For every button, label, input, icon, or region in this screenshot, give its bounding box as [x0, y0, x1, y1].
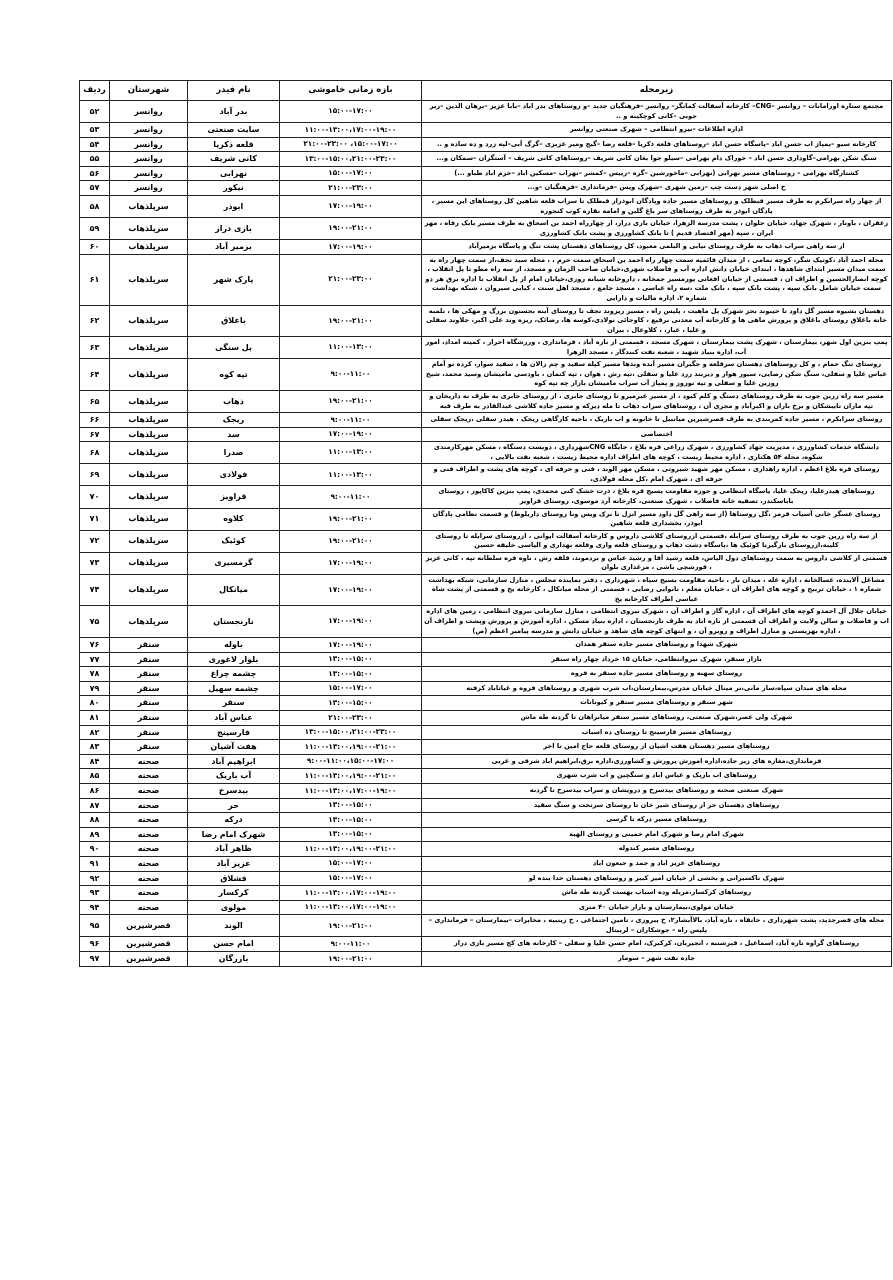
cell-row-number: ۵۸	[80, 196, 110, 218]
table-row	[80, 137, 892, 152]
cell-feeder-name: مولوی	[188, 900, 280, 915]
cell-outage-time-range: ۱۵:۰۰-۱۷:۰۰	[280, 101, 422, 123]
cell-feeder-name: فشلاق	[188, 871, 280, 886]
cell-row-number: ۹۴	[80, 900, 110, 915]
cell-county: سرپلذهاب	[110, 305, 188, 337]
cell-county: سنقر	[110, 652, 188, 667]
table-row	[80, 652, 892, 667]
cell-sub-district: روستای قره بلاغ اعظم ، اداره راهداری ، مسکن مهر شهید شیروتی ، مسکن مهر الوند ، فنی و حرفه ای ، کوچه های پشت و اطراف فنی و حرفه ای ، شهرک امام ،کل محله فولادی،	[422, 464, 892, 486]
header-county: شهرستان	[110, 81, 188, 101]
outage-table-container	[80, 80, 892, 967]
cell-feeder-name: عباس آباد	[188, 711, 280, 726]
table-row	[80, 486, 892, 508]
cell-outage-time-range: ۱۹:۰۰-۲۱:۰۰	[280, 390, 422, 412]
cell-outage-time-range: ۲۱:۰۰-۲۳:۰۰	[280, 711, 422, 726]
cell-row-number: ۹۶	[80, 937, 110, 952]
cell-feeder-name: بزمیر آباد	[188, 240, 280, 255]
cell-feeder-name: فولادی	[188, 464, 280, 486]
cell-county: قصرشیرین	[110, 915, 188, 937]
cell-sub-district: مشاغل آلاینده، غسالخانه ، اداره غله ، میدان بار ، ناحیه مقاومت بسیج سپاه ، شهرداری ، دفتر نماینده مجلس ، منازل سازمانی، شبکه بهداشت شماره ۱ ، خیابان تربیح و کوچه های اطراف آن ، خیابان معلم ، نانوایی رضایی ، قسمتی از محله میانکال ، کارخانه یخ و قسمتی از پشت شاه عباسی اطراف کارخانه یخ	[422, 574, 892, 606]
table-row	[80, 101, 892, 123]
table-row	[80, 769, 892, 784]
cell-sub-district: زعفران ، باونار ، شهرک جهاد، خیابان حلوان ، پشت مدرسه الزهرا، خیابان بازی دراز، از چهارراه احمد بن اسحاق به طرف مسیر بانک رفاه ، مهر ایران ، سپه (مهر اقتصاد قدیم ) تا بانک کشاورزی و پشت بانک کشاورزی	[422, 218, 892, 240]
cell-outage-time-range: ۱۱:۰۰-۱۳:۰۰،۱۹:۰۰-۲۱:۰۰	[280, 740, 422, 755]
cell-county: صحنه	[110, 827, 188, 842]
cell-row-number: ۵۹	[80, 218, 110, 240]
cell-feeder-name: سنقر	[188, 696, 280, 711]
cell-feeder-name: کانی شریف	[188, 152, 280, 167]
cell-county: روانسر	[110, 166, 188, 181]
cell-feeder-name: درکه	[188, 813, 280, 828]
cell-feeder-name: نهرابی	[188, 166, 280, 181]
cell-outage-time-range: ۱۵:۰۰-۱۷:۰۰	[280, 871, 422, 886]
cell-outage-time-range: ۱۳:۰۰-۱۵:۰۰	[280, 798, 422, 813]
cell-row-number: ۶۵	[80, 390, 110, 412]
cell-sub-district: جاده نفت شهر – سومار	[422, 952, 892, 967]
cell-outage-time-range: ۱۷:۰۰-۱۹:۰۰	[280, 606, 422, 638]
cell-row-number: ۶۱	[80, 254, 110, 305]
cell-county: سرپلذهاب	[110, 254, 188, 305]
table-row	[80, 711, 892, 726]
cell-row-number: ۷۸	[80, 667, 110, 682]
cell-sub-district: شهرک ناکسیرانی و بخشی از خیابان امیر کبیر و روستاهای دهستان خدا بنده لو	[422, 871, 892, 886]
cell-row-number: ۸۲	[80, 725, 110, 740]
cell-row-number: ۷۲	[80, 530, 110, 552]
table-row	[80, 574, 892, 606]
cell-outage-time-range: ۱۳:۰۰-۱۵:۰۰	[280, 652, 422, 667]
cell-county: سرپلذهاب	[110, 196, 188, 218]
cell-sub-district: روستاهای مسیر دهستان هفت اشیان از روستای قلعه حاج امین تا اخر	[422, 740, 892, 755]
cell-county: سرپلذهاب	[110, 464, 188, 486]
cell-row-number: ۷۳	[80, 552, 110, 574]
cell-outage-time-range: ۱۱:۰۰-۱۳:۰۰،۱۷:۰۰-۱۹:۰۰	[280, 900, 422, 915]
cell-sub-district: روستاهای دهستان حر از روستای شیر خان تا روستای سرتخت و سنگ سفید	[422, 798, 892, 813]
table-row	[80, 390, 892, 412]
cell-feeder-name: کرکسار	[188, 886, 280, 901]
cell-outage-time-range: ۱۱:۰۰-۱۳:۰۰،۱۹:۰۰-۲۱:۰۰	[280, 769, 422, 784]
cell-feeder-name: ذهاب	[188, 390, 280, 412]
cell-feeder-name: بازی دراز	[188, 218, 280, 240]
cell-feeder-name: نارنجستان	[188, 606, 280, 638]
cell-row-number: ۸۰	[80, 696, 110, 711]
cell-sub-district: بازار سنقر، شهرک نیروانتظامی، خیابان ۱۵ خرداد چهار راه سنقر	[422, 652, 892, 667]
cell-row-number: ۸۴	[80, 754, 110, 769]
table-row	[80, 442, 892, 464]
cell-outage-time-range: ۱۵:۰۰-۱۷:۰۰، ۲۱:۰۰-۲۳:۰۰	[280, 137, 422, 152]
cell-county: روانسر	[110, 152, 188, 167]
cell-feeder-name: قلعه ذکریا	[188, 137, 280, 152]
table-row	[80, 937, 892, 952]
cell-sub-district: شهرک شهدا و روستاهای مسیر جاده سنقر همدان	[422, 638, 892, 653]
cell-county: سرپلذهاب	[110, 359, 188, 391]
table-row	[80, 152, 892, 167]
cell-sub-district: از چهار راه سرابکرم به طرف مسیر قبطلک و روستاهای مسیر جاده وپادگان ابوذراز قبطلک تا سراب قلعه شاهین کل روستاهای این مسیر ، پادگان ابوذر به طرف روستاهای سر باغ گلبن و امامه نقاره کوب کنجوره	[422, 196, 892, 218]
cell-row-number: ۷۵	[80, 606, 110, 638]
cell-county: صحنه	[110, 871, 188, 886]
table-row	[80, 606, 892, 638]
table-body	[80, 101, 892, 967]
table-row	[80, 464, 892, 486]
cell-county: روانسر	[110, 181, 188, 196]
cell-county: صحنه	[110, 798, 188, 813]
cell-sub-district: خ اصلی شهر دست چپ –زمین شهری –شهرک ویس –فرمانداری –فرهنگیان –و...	[422, 181, 892, 196]
table-row	[80, 856, 892, 871]
table-row	[80, 123, 892, 138]
cell-feeder-name: بدر آباد	[188, 101, 280, 123]
cell-row-number: ۷۰	[80, 486, 110, 508]
cell-county: صحنه	[110, 754, 188, 769]
header-row	[80, 81, 892, 101]
cell-sub-district: شهرک ولی عصر،شهرک صنعتی، روستاهای مسیر سنقر میانراهان تا گردنه طه ماش	[422, 711, 892, 726]
cell-outage-time-range: ۱۱:۰۰-۱۳:۰۰،۱۹:۰۰-۲۱:۰۰	[280, 842, 422, 857]
table-row	[80, 784, 892, 799]
cell-feeder-name: پارک شهر	[188, 254, 280, 305]
cell-row-number: ۷۶	[80, 638, 110, 653]
cell-sub-district: روستاهای مسیر فارسینج تا روستای ده اسباب	[422, 725, 892, 740]
cell-sub-district: مسیر سه راه زرین جوب به طرف روستاهای دستگ و کلم کبود ، از مسیر عبرمیرو تا روستای جابری ، از روستای جابری به طرف نه داریخان و تپه ماران تایبشکان و برخ باران و اکبرآباد و مجری آن ، روستاهای سراب ذهاب تا مله دیزکه و مسیر جاده کلاشی عبدالقادر به طرف قبه	[422, 390, 892, 412]
table-row	[80, 754, 892, 769]
cell-feeder-name: کوئیک	[188, 530, 280, 552]
cell-outage-time-range: ۱۷:۰۰-۱۹:۰۰	[280, 196, 422, 218]
cell-row-number: ۸۵	[80, 769, 110, 784]
cell-outage-time-range: ۱۱:۰۰-۱۳:۰۰،۱۷:۰۰-۱۹:۰۰	[280, 886, 422, 901]
cell-outage-time-range: ۱۳:۰۰-۱۵:۰۰،۲۱:۰۰-۲۳:۰۰	[280, 725, 422, 740]
cell-sub-district: روستاهای هیدرعلیا، ریجک علیا، پاسگاه انتظامی و حوزه مقاومت بسیج قره بلاغ ، ذرت خشک کنی محمدی، پمپ بنزین کاکاپور ، روستای باباسکندر، تصفیه خانه فاضلاب ، شهرک صنعتی، کارخانه آرد موسوی، روستای قراویز	[422, 486, 892, 508]
cell-feeder-name: بلوار لاغوری	[188, 652, 280, 667]
cell-row-number: ۵۶	[80, 166, 110, 181]
table-row	[80, 886, 892, 901]
cell-outage-time-range: ۱۵:۰۰-۱۷:۰۰	[280, 856, 422, 871]
cell-county: سرپلذهاب	[110, 530, 188, 552]
cell-outage-time-range: ۱۷:۰۰-۱۹:۰۰	[280, 574, 422, 606]
table-row	[80, 915, 892, 937]
header-outage-time-range: بازه زمانی خاموشی	[280, 81, 422, 101]
table-row	[80, 196, 892, 218]
cell-outage-time-range: ۲۱:۰۰-۲۳:۰۰	[280, 254, 422, 305]
cell-outage-time-range: ۱۱:۰۰-۱۳:۰۰،۱۷:۰۰-۱۹:۰۰	[280, 784, 422, 799]
cell-sub-district: پمپ بنزین اول شهر، بیمارستان ، شهرک پشت بیمارستان ، شهرک مسجد ، قسمتی از نازه آباد ، فرمانداری ، ورزشگاه احرار ، کمیته امداد، امور آب، اداره بنیاد شهید ، شعبه نفت کنندگار ، مسجد الزهرا	[422, 337, 892, 359]
cell-sub-district: روستاهای گراوه تازه آباد، اسماعیل ، قبرشنبه ، انجیربان، کرکبرک، امام حسن علیا و سفلی – کارخانه های کج مسیر بازی دراز	[422, 937, 892, 952]
cell-county: سرپلذهاب	[110, 486, 188, 508]
cell-county: سنقر	[110, 711, 188, 726]
table-row	[80, 827, 892, 842]
cell-row-number: ۶۷	[80, 427, 110, 442]
header-feeder-name: نام فیدر	[188, 81, 280, 101]
cell-feeder-name: ابوذر	[188, 196, 280, 218]
cell-county: سرپلذهاب	[110, 337, 188, 359]
table-header	[80, 81, 892, 101]
cell-sub-district: روستاهای مسیر کندوله	[422, 842, 892, 857]
cell-outage-time-range: ۹:۰۰-۱۱:۰۰	[280, 937, 422, 952]
cell-outage-time-range: ۱۳:۰۰-۱۵:۰۰	[280, 827, 422, 842]
table-row	[80, 696, 892, 711]
cell-feeder-name: شهرک امام رضا	[188, 827, 280, 842]
cell-row-number: ۸۶	[80, 784, 110, 799]
table-row	[80, 900, 892, 915]
cell-outage-time-range: ۱۳:۰۰-۱۵:۰۰،۲۱:۰۰-۲۳:۰۰	[280, 152, 422, 167]
cell-sub-district: روستاهای کرکسار،مریله وده اسباب بهست گردنه طه ماش	[422, 886, 892, 901]
header-sub-district: زیرمحله	[422, 81, 892, 101]
cell-sub-district: خیابان جلال آل احمدو کوچه های اطراف آن ، اداره گاز و اطراف آن ، شهرک نیروی انتظامی ، منازل سازمانی نیروی انتظامی ، زمین های اداره اب و فاضلاب و سالن ولایت و اطراف آن قسمتی از نازه اباد به طرف نارنجستان ، اداره بنیاد مسکن ، اداره آموزش و پرورش وپشت و اطراف آن ، اداره بهزیستی و منازل اطراف و روبرو آن ، و انتهای کوچه های شاهد و خیابان دانش و مدرسه پیامبر اعظم (ص)	[422, 606, 892, 638]
cell-row-number: ۷۷	[80, 652, 110, 667]
cell-outage-time-range: ۱۱:۰۰-۱۳:۰۰	[280, 464, 422, 486]
cell-county: صحنه	[110, 842, 188, 857]
table-row	[80, 740, 892, 755]
cell-feeder-name: امام حسن	[188, 937, 280, 952]
cell-outage-time-range: ۱۷:۰۰-۱۹:۰۰	[280, 638, 422, 653]
cell-feeder-name: پل سنگی	[188, 337, 280, 359]
cell-outage-time-range: ۹:۰۰-۱۱:۰۰،۱۵:۰۰-۱۷:۰۰	[280, 754, 422, 769]
cell-feeder-name: تپه کوه	[188, 359, 280, 391]
cell-row-number: ۹۷	[80, 952, 110, 967]
cell-county: سرپلذهاب	[110, 552, 188, 574]
cell-sub-district: روستای سرابکرم ، مسیر جاده کمربندی به طرف قصرشیرین میانبیل تا خانونه و اب باریک ، ناحیه کارگاهی ریجک ، هیدر سفلی ،ریجک سفلی	[422, 413, 892, 428]
cell-row-number: ۸۹	[80, 827, 110, 842]
cell-outage-time-range: ۹:۰۰-۱۱:۰۰	[280, 359, 422, 391]
cell-outage-time-range: ۱۱:۰۰-۱۳:۰۰	[280, 442, 422, 464]
cell-county: صحنه	[110, 886, 188, 901]
cell-feeder-name: سایت صنعتی	[188, 123, 280, 138]
cell-county: سرپلذهاب	[110, 574, 188, 606]
cell-sub-district: سنگ شکن بهرامی–گاوداری حسن اباد – خوراک دام بهرامی –سیلو جوا بغان کانی شریف –روستاهای کانی شریف – آستگران –سمکان و...	[422, 152, 892, 167]
cell-county: سرپلذهاب	[110, 427, 188, 442]
table-row	[80, 337, 892, 359]
cell-sub-district: کارخانه سیو –پمپاژ اب حسن اباد –پاسگاه حسن اباد –روستاهای قلعه ذکریا –قلعه رضا –گیج ومیر عزیزی –گرگ آبی–لپه زرد و ده ساده و ..	[422, 137, 892, 152]
cell-sub-district: دهستان بشیوه مسیر گل داود تا خیبوند بجز شهرک پل ماهیت ، پلیس راه ، مسیر ریزوند نجف تا روستای آبنه بجستون بزرگ و مهکی ها ، تلمبه خانه باغلاق روستای باغلاق و پرورش ماهی ها و کارخانه آب معدنی نرقیع ، کاوجائی نولادی،کوسه ها، رضائک، ریزه وند علی اکبر، جلاوند سفلی و علیا ، عباز، ، کلاوعال ، بیران	[422, 305, 892, 337]
cell-row-number: ۸۷	[80, 798, 110, 813]
table-row	[80, 552, 892, 574]
cell-feeder-name: هفت آشیان	[188, 740, 280, 755]
cell-feeder-name: نیکور	[188, 181, 280, 196]
cell-row-number: ۶۲	[80, 305, 110, 337]
cell-county: سرپلذهاب	[110, 413, 188, 428]
cell-county: صحنه	[110, 769, 188, 784]
table-row	[80, 842, 892, 857]
table-row	[80, 813, 892, 828]
cell-row-number: ۷۹	[80, 681, 110, 696]
table-row	[80, 413, 892, 428]
cell-sub-district: روستاهای مسیر درکه تا گرسی	[422, 813, 892, 828]
cell-sub-district: فرمانداری،مغازه های زیر جاده،اداره اموزش پرورش و کشاورزی،اداره برق،ابراهیم اباد شرقی و غربی	[422, 754, 892, 769]
cell-row-number: ۸۱	[80, 711, 110, 726]
cell-feeder-name: عزیز آباد	[188, 856, 280, 871]
table-row	[80, 530, 892, 552]
cell-county: سرپلذهاب	[110, 240, 188, 255]
cell-county: سنقر	[110, 667, 188, 682]
cell-feeder-name: ریجک	[188, 413, 280, 428]
cell-county: صحنه	[110, 784, 188, 799]
table-row	[80, 508, 892, 530]
cell-row-number: ۹۱	[80, 856, 110, 871]
cell-outage-time-range: ۱۷:۰۰-۱۹:۰۰	[280, 240, 422, 255]
table-row	[80, 254, 892, 305]
cell-sub-district: شهرک صنعتی صحنه و روستاهای بیدسرخ و درویشان و سراب بیدسرخ تا گردنه	[422, 784, 892, 799]
cell-outage-time-range: ۹:۰۰-۱۱:۰۰	[280, 413, 422, 428]
table-row	[80, 305, 892, 337]
cell-outage-time-range: ۱۳:۰۰-۱۵:۰۰	[280, 813, 422, 828]
cell-county: قصرشیرین	[110, 952, 188, 967]
table-row	[80, 798, 892, 813]
cell-sub-district: قسمتی از کلاشی داروس به سمت روستاهای دول الیاس، قلعه رشید آقا و رشید عباس و بردموند، قلقه رش ، ناوه فره سلطانه تپه ، کانی عزیز ، قورشچی باشی ، مرغداری بلوان	[422, 552, 892, 574]
cell-feeder-name: حر	[188, 798, 280, 813]
table-row	[80, 952, 892, 967]
cell-county: روانسر	[110, 101, 188, 123]
cell-feeder-name: گرمسیری	[188, 552, 280, 574]
cell-outage-time-range: ۱۱:۰۰-۱۳:۰۰،۱۷:۰۰-۱۹:۰۰	[280, 123, 422, 138]
cell-sub-district: دانشگاه خدمات کشاورزی ، مدیریت جهاد کشاورزی ، شهرک زراعی قره بلاغ ، جایگاه CNGشهرداری ، دویست دستگاه ، مسکن مهرکارمندی شکوه، محله ۵۴ هکتاری ، اداره محیط زیست ، کوچه های اطراف اداره محیط زیست ، شعبه نفت بالایی ،	[422, 442, 892, 464]
cell-sub-district: شهر سنقر و روستاهای مسیر سنقر و کیونانات	[422, 696, 892, 711]
cell-feeder-name: سد	[188, 427, 280, 442]
cell-outage-time-range: ۱۹:۰۰-۲۱:۰۰	[280, 530, 422, 552]
table-row	[80, 218, 892, 240]
cell-outage-time-range: ۱۵:۰۰-۱۷:۰۰	[280, 681, 422, 696]
cell-row-number: ۷۱	[80, 508, 110, 530]
cell-county: سنقر	[110, 681, 188, 696]
cell-sub-district: اداره اطلاعات –نیرو انتظامی – شهرک صنعتی روانسر	[422, 123, 892, 138]
cell-feeder-name: کلاوه	[188, 508, 280, 530]
cell-feeder-name: باغلاق	[188, 305, 280, 337]
cell-county: سرپلذهاب	[110, 218, 188, 240]
cell-outage-time-range: ۱۳:۰۰-۱۵:۰۰	[280, 696, 422, 711]
cell-row-number: ۵۵	[80, 152, 110, 167]
cell-county: سرپلذهاب	[110, 606, 188, 638]
table-row	[80, 181, 892, 196]
cell-feeder-name: الوند	[188, 915, 280, 937]
cell-county: روانسر	[110, 137, 188, 152]
cell-row-number: ۵۳	[80, 123, 110, 138]
table-row	[80, 359, 892, 391]
table-row	[80, 667, 892, 682]
cell-outage-time-range: ۹:۰۰-۱۱:۰۰	[280, 486, 422, 508]
cell-feeder-name: چشمه چراغ	[188, 667, 280, 682]
cell-sub-district: اختصاصی	[422, 427, 892, 442]
cell-row-number: ۹۲	[80, 871, 110, 886]
table-row	[80, 240, 892, 255]
header-row-number: ردیف	[80, 81, 110, 101]
cell-county: قصرشیرین	[110, 937, 188, 952]
cell-row-number: ۶۴	[80, 359, 110, 391]
table-row	[80, 725, 892, 740]
cell-row-number: ۹۰	[80, 842, 110, 857]
table-row	[80, 681, 892, 696]
cell-row-number: ۹۵	[80, 915, 110, 937]
cell-row-number: ۶۹	[80, 464, 110, 486]
cell-row-number: ۷۴	[80, 574, 110, 606]
cell-county: سنقر	[110, 740, 188, 755]
cell-row-number: ۶۰	[80, 240, 110, 255]
cell-county: روانسر	[110, 123, 188, 138]
cell-county: سرپلذهاب	[110, 442, 188, 464]
cell-county: سرپلذهاب	[110, 390, 188, 412]
cell-sub-district: محله احمد آباد ،کوتیک شگر، کوچه نمامی ، از میدان قائمیه سمت چهار راه احمد بن اسحاق سمت حرم ، ، محله سید نجف،از سمت چهار راه به سمت میدان مسیر ابتدای شاهدها ، ابتدای خیابان دانش اداره آب و فاضلاب شهری،خیابان صاحب الزمان و مسجد، از سه راه مطو تا پل انقلاب ، کوچه انصارالحسین و اطراف ان ، قسمتی از خیابان افغانی پورمسیر جمخانه ، داروخانه شبانه روزی،خیابان امام از پل انقلاب تا اداره برق هر دو سمت خیابان شامل بانک سپه ، پشت بانک سپه ، بانک ملت ،سه راه عباسی ، مسجد جامع ، مسجد اهل سنت ، کبابی سیروان ، شبکه بهداشت شماره ۲، اداره مالیات و دارایی	[422, 254, 892, 305]
cell-row-number: ۵۴	[80, 137, 110, 152]
cell-outage-time-range: ۱۱:۰۰-۱۳:۰۰	[280, 337, 422, 359]
cell-sub-district: محله های میدان سپاه،ساز مانی،نر مینال خیابان مدرس،بیمارستان،اب شرب شهری و روستاهای فروه و غیاثاباد کزفنه	[422, 681, 892, 696]
cell-outage-time-range: ۲۱:۰۰-۲۳:۰۰	[280, 181, 422, 196]
cell-feeder-name: ابراهیم آباد	[188, 754, 280, 769]
outage-schedule-table	[79, 80, 892, 967]
cell-feeder-name: چشمه سهیل	[188, 681, 280, 696]
cell-row-number: ۸۸	[80, 813, 110, 828]
cell-outage-time-range: ۱۹:۰۰-۲۱:۰۰	[280, 218, 422, 240]
cell-sub-district: روستاهای اب باریک و عباس اباد و سنگچین و اب شرب شهری	[422, 769, 892, 784]
cell-row-number: ۶۸	[80, 442, 110, 464]
cell-outage-time-range: ۱۹:۰۰-۲۱:۰۰	[280, 305, 422, 337]
cell-row-number: ۵۲	[80, 101, 110, 123]
cell-feeder-name: قراویز	[188, 486, 280, 508]
cell-county: سنقر	[110, 725, 188, 740]
cell-outage-time-range: ۱۵:۰۰-۱۷:۰۰	[280, 166, 422, 181]
cell-row-number: ۵۷	[80, 181, 110, 196]
cell-row-number: ۶۳	[80, 337, 110, 359]
table-row	[80, 427, 892, 442]
cell-feeder-name: بیدسرخ	[188, 784, 280, 799]
cell-feeder-name: باوله	[188, 638, 280, 653]
cell-county: سرپلذهاب	[110, 508, 188, 530]
cell-outage-time-range: ۱۹:۰۰-۲۱:۰۰	[280, 952, 422, 967]
cell-county: صحنه	[110, 813, 188, 828]
cell-sub-district: خیابان مولوی،بیمارستان و بازار خیابان ۴۰ متری	[422, 900, 892, 915]
cell-row-number: ۸۳	[80, 740, 110, 755]
cell-sub-district: روستای عسگر خانی آسیاب قرمز ،گل روستاها (از سه راهی گل داود مسیر انزل تا نزک ویس ونا روستای داربلوط) و قسمت نظامی پادگان ابوذر، بخشداری قلعه شاهین	[422, 508, 892, 530]
cell-sub-district: از سه راهی سراب ذهاب به طرف روستای نیابی و البلمی معبود، کل روستاهای دهستان پشت تنگ و پاسگاه بزمیرآباد	[422, 240, 892, 255]
cell-outage-time-range: ۱۹:۰۰-۲۱:۰۰	[280, 915, 422, 937]
cell-sub-district: از سه راه زرین جوب به طرف روستای سرابله ،قسمتی ازروستای کلاشی داروس و کارخانه آسفالت ایوانی ، ازروستای سرابله تا روستای کلیبه،ازروستای بازگیرنا کوئیک ها ،پاسگاه دشت ذهاب و روستای قلعه واری وقلعه بهداری و الیاسی خلیفه حسین	[422, 530, 892, 552]
cell-row-number: ۹۳	[80, 886, 110, 901]
cell-sub-district: روستاهای عزیز اباد و جمد و جیعون اباد	[422, 856, 892, 871]
cell-feeder-name: ظاهر آباد	[188, 842, 280, 857]
cell-feeder-name: میانکال	[188, 574, 280, 606]
cell-sub-district: کشتارگاه بهرامی – روستاهای مسیر نهرابی (نهرابی –ماخورشین –گره –رییس –کمشر –نهراب –مسکین اباد –خرم اباد طباو ...)	[422, 166, 892, 181]
table-row	[80, 871, 892, 886]
cell-sub-district: شهرک امام رضا و شهرک امام خمینی و روستای الهیه	[422, 827, 892, 842]
cell-outage-time-range: ۱۹:۰۰-۲۱:۰۰	[280, 508, 422, 530]
cell-county: صحنه	[110, 900, 188, 915]
cell-sub-district: روستای سهنه و روستاهای مسیر جاده سنقر به فروه	[422, 667, 892, 682]
cell-row-number: ۶۶	[80, 413, 110, 428]
cell-feeder-name: صدرا	[188, 442, 280, 464]
cell-sub-district: محله های قصرجدید، پشت شهرداری ، خانقاه ، نازه آباد، بالاآبشار۲، خ پیروزی ، تامین اجتماعی ، خ زینبیه ، مخابرات –بیمارستان – فرمانداری – پلیس راه – جوشکاران – لربیتال	[422, 915, 892, 937]
table-row	[80, 166, 892, 181]
table-row	[80, 638, 892, 653]
cell-outage-time-range: ۱۷:۰۰-۱۹:۰۰	[280, 552, 422, 574]
cell-feeder-name: آب باریک	[188, 769, 280, 784]
cell-sub-district: مجتمع ستاره اورامانات – روانسر –CNG– کارخانه آسفالت کمانگر– روانسر –فرهنگیان جدید –و روستاهای بدر اباد –بابا عزیز –برهان الدین –زیر جوبی –کانی کوچکینه و ..	[422, 101, 892, 123]
cell-outage-time-range: ۱۳:۰۰-۱۵:۰۰	[280, 667, 422, 682]
cell-county: سنقر	[110, 696, 188, 711]
cell-feeder-name: فارسینج	[188, 725, 280, 740]
cell-outage-time-range: ۱۷:۰۰-۱۹:۰۰	[280, 427, 422, 442]
cell-county: سنقر	[110, 638, 188, 653]
cell-sub-district: روستای تنگ حمام ، و کل روستاهای دهستان سرقلعه و جگیران مسیر آبده وندها مسیر کپله سفید و چم زالان ها ، سفید سوار، کرده نو آمام عباس علیا و سفلی، سنگ شکن رضایی، سیور هوار و دیربند زرد علیا و سفلی ،تپه رش ، هوان ، تپه کتمان ، باودسی مامیشان وسید محمد، شیخ روزین علیا و سفلی و تپه نوروز و پمپاژ آب سراب مامیشان بازار چه تپه کوه	[422, 359, 892, 391]
cell-county: صحنه	[110, 856, 188, 871]
cell-feeder-name: بازرگان	[188, 952, 280, 967]
